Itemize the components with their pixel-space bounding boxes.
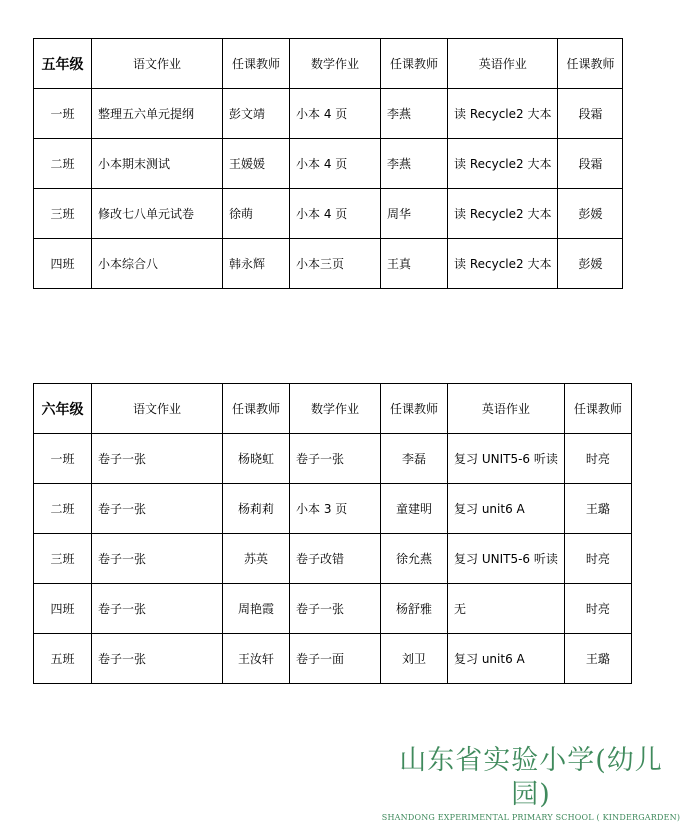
school-name-chinese: 山东省实验小学(幼儿园) (399, 745, 663, 810)
english-teacher-cell: 王璐 (564, 484, 631, 534)
math-teacher-cell: 童建明 (381, 484, 448, 534)
math-homework-cell: 小本 4 页 (290, 139, 381, 189)
chinese-teacher-cell: 苏英 (223, 534, 290, 584)
math-teacher-cell: 李燕 (381, 139, 448, 189)
math-homework-cell: 卷子改错 (290, 534, 381, 584)
english-teacher-cell: 王璐 (564, 634, 631, 684)
english-homework-cell: 复习 UNIT5-6 听读 (448, 434, 565, 484)
table-row (34, 484, 632, 534)
class-cell: 一班 (34, 89, 92, 139)
math-homework-cell: 卷子一面 (290, 634, 381, 684)
math-teacher-cell: 李燕 (381, 89, 448, 139)
table-row (34, 139, 623, 189)
chinese-teacher-cell: 王汝轩 (223, 634, 290, 684)
school-name-english: SHANDONG EXPERIMENTAL PRIMARY SCHOOL ( KINDERGARDEN) (381, 813, 681, 822)
math-homework-cell: 小本 3 页 (290, 484, 381, 534)
teacher-header: 任课教师 (558, 39, 623, 89)
chinese-teacher-cell: 王媛媛 (223, 139, 290, 189)
english-homework-cell: 读 Recycle2 大本 (448, 139, 558, 189)
math-homework-header: 数学作业 (290, 384, 381, 434)
english-homework-cell: 读 Recycle2 大本 (448, 189, 558, 239)
chinese-homework-cell: 小本综合八 (92, 239, 223, 289)
english-teacher-cell: 段霜 (558, 139, 623, 189)
class-cell: 二班 (34, 139, 92, 189)
english-homework-header: 英语作业 (448, 384, 565, 434)
math-homework-cell: 卷子一张 (290, 584, 381, 634)
math-teacher-cell: 周华 (381, 189, 448, 239)
english-homework-cell: 读 Recycle2 大本 (448, 239, 558, 289)
table-row (34, 239, 623, 289)
chinese-homework-cell: 卷子一张 (92, 634, 223, 684)
grade-header: 六年级 (34, 384, 92, 434)
english-homework-header: 英语作业 (448, 39, 558, 89)
chinese-homework-cell: 修改七八单元试卷 (92, 189, 223, 239)
table-row (34, 534, 632, 584)
math-homework-cell: 卷子一张 (290, 434, 381, 484)
school-logo (381, 744, 681, 824)
math-homework-cell: 小本 4 页 (290, 89, 381, 139)
grade6-homework-table (33, 383, 632, 684)
table-row (34, 434, 632, 484)
english-teacher-cell: 时亮 (564, 434, 631, 484)
chinese-teacher-cell: 彭文靖 (223, 89, 290, 139)
teacher-header: 任课教师 (564, 384, 631, 434)
chinese-homework-cell: 小本期末测试 (92, 139, 223, 189)
class-cell: 五班 (34, 634, 92, 684)
math-teacher-cell: 王真 (381, 239, 448, 289)
english-homework-cell: 读 Recycle2 大本 (448, 89, 558, 139)
chinese-teacher-cell: 杨晓虹 (223, 434, 290, 484)
math-teacher-cell: 刘卫 (381, 634, 448, 684)
class-cell: 一班 (34, 434, 92, 484)
chinese-homework-cell: 卷子一张 (92, 484, 223, 534)
chinese-teacher-cell: 杨莉莉 (223, 484, 290, 534)
chinese-homework-header: 语文作业 (92, 384, 223, 434)
class-cell: 四班 (34, 239, 92, 289)
teacher-header: 任课教师 (223, 39, 290, 89)
math-homework-cell: 小本 4 页 (290, 189, 381, 239)
table-row (34, 634, 632, 684)
table-row (34, 189, 623, 239)
grade-header: 五年级 (34, 39, 92, 89)
teacher-header: 任课教师 (381, 384, 448, 434)
english-homework-cell: 复习 unit6 A (448, 634, 565, 684)
english-homework-cell: 复习 UNIT5-6 听读 (448, 534, 565, 584)
english-homework-cell: 复习 unit6 A (448, 484, 565, 534)
chinese-homework-cell: 卷子一张 (92, 584, 223, 634)
chinese-teacher-cell: 周艳霞 (223, 584, 290, 634)
chinese-teacher-cell: 韩永辉 (223, 239, 290, 289)
chinese-homework-header: 语文作业 (92, 39, 223, 89)
teacher-header: 任课教师 (381, 39, 448, 89)
table-row (34, 89, 623, 139)
chinese-homework-cell: 卷子一张 (92, 534, 223, 584)
english-homework-cell: 无 (448, 584, 565, 634)
english-teacher-cell: 时亮 (564, 534, 631, 584)
math-teacher-cell: 李磊 (381, 434, 448, 484)
table-header-row (34, 39, 623, 89)
chinese-homework-cell: 卷子一张 (92, 434, 223, 484)
class-cell: 二班 (34, 484, 92, 534)
table-header-row (34, 384, 632, 434)
chinese-teacher-cell: 徐萌 (223, 189, 290, 239)
english-teacher-cell: 彭媛 (558, 189, 623, 239)
english-teacher-cell: 段霜 (558, 89, 623, 139)
chinese-homework-cell: 整理五六单元提纲 (92, 89, 223, 139)
english-teacher-cell: 时亮 (564, 584, 631, 634)
teacher-header: 任课教师 (223, 384, 290, 434)
grade5-homework-table (33, 38, 623, 289)
english-teacher-cell: 彭媛 (558, 239, 623, 289)
class-cell: 三班 (34, 189, 92, 239)
math-teacher-cell: 杨舒雅 (381, 584, 448, 634)
class-cell: 三班 (34, 534, 92, 584)
math-homework-header: 数学作业 (290, 39, 381, 89)
math-teacher-cell: 徐允燕 (381, 534, 448, 584)
table-row (34, 584, 632, 634)
math-homework-cell: 小本三页 (290, 239, 381, 289)
class-cell: 四班 (34, 584, 92, 634)
